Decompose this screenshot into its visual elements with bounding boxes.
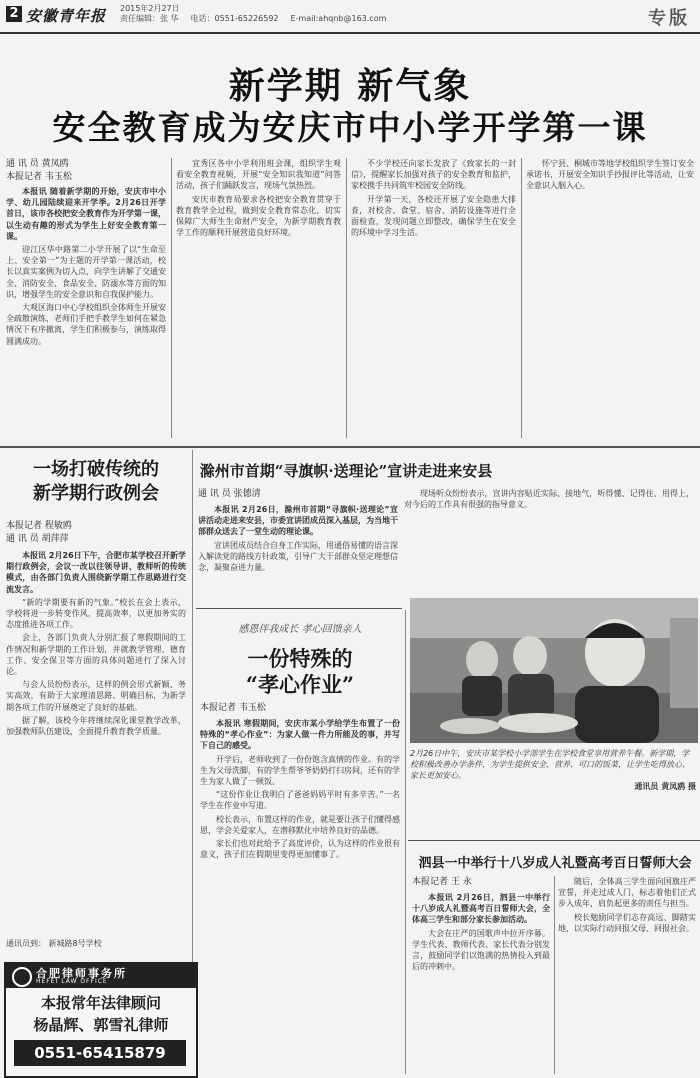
lead-paragraph: 宜秀区各中小学利用班会课，组织学生观看安全教育视频，开展“安全知识我知道”问答活动，孩子们踊跃发言，现场气氛热烈。 xyxy=(176,159,341,191)
ad-phone: 0551-65415879 xyxy=(14,1040,186,1066)
middle-paragraph: 本报讯 2月26日，滁州市首期“寻旗帜·送理论”宣讲活动走进来安县，市委宣讲团成员深入基层，为当地干部群众送去了一堂生动的理论课。 xyxy=(198,505,398,537)
masthead xyxy=(0,0,700,34)
lead-byline-staff: 本报记者 韦玉松 xyxy=(6,172,72,182)
bottom-story-title: 泗县一中举行十八岁成人礼暨高考百日誓师大会 xyxy=(418,856,692,871)
ad-firm-name-en: HEFEI LAW OFFICE xyxy=(36,978,108,985)
bottom-paragraph: 校长勉励同学们志存高远、脚踏实地，以实际行动回报父母、回报社会。 xyxy=(558,912,696,933)
middle-paragraph: 宣讲团成员结合自身工作实际，用通俗易懂的语言深入解读党的路线方针政策，引导广大干部群众坚定理想信念，凝聚奋进力量。 xyxy=(198,540,398,573)
lead-paragraph: 安庆市教育局要求各校把安全教育贯穿于教育教学全过程，做到安全教育常态化，切实保障广大师生生命财产安全，为新学期教育教学工作的顺利开展营造良好环境。 xyxy=(176,194,341,238)
section-divider xyxy=(408,840,700,841)
essay-body xyxy=(200,718,400,1074)
bottom-paragraph: 本报讯 2月26日，泗县一中举行十八岁成人礼暨高考百日誓师大会，全体高三学生和部分家长参加活动。 xyxy=(412,893,550,925)
side-paragraph: 与会人员纷纷表示，这样的例会形式新颖、务实高效，有助于大家理清思路、明确目标，为新学期各项工作的开展奠定了良好的基础。 xyxy=(6,680,186,712)
masthead-contact xyxy=(120,14,398,24)
essay-paragraph: 校长表示，布置这样的作业，就是要让孩子们懂得感恩，学会关爱家人，在潜移默化中培养良好的品德。 xyxy=(200,814,400,835)
essay-byline xyxy=(200,702,400,715)
column-divider xyxy=(521,158,522,438)
middle-paragraph: 现场听众纷纷表示，宣讲内容贴近实际、接地气，听得懂、记得住、用得上，对今后的工作具有很强的指导意义。 xyxy=(404,489,694,510)
lead-paragraph: 大观区海口中心学校组织全体师生开展安全疏散演练，老师们手把手教学生如何在紧急情况下有序撤离，学生们积极参与，演练取得圆满成功。 xyxy=(6,303,166,346)
side-title-line2: 新学期行政例会 xyxy=(33,483,159,504)
column-divider xyxy=(346,158,347,438)
ad-header xyxy=(6,964,196,988)
bottom-paragraph: 大会在庄严的国歌声中拉开序幕。学生代表、教师代表、家长代表分别发言，鼓励同学们以饱满的热情投入到最后的冲刺中。 xyxy=(412,928,550,972)
essay-title xyxy=(200,646,400,698)
editor-email: E-mail:ahqnb@163.com xyxy=(290,14,387,23)
law-firm-ad xyxy=(4,962,198,1078)
section-divider xyxy=(196,608,402,609)
lead-column-1 xyxy=(6,186,166,436)
section-tag: 专版 xyxy=(648,8,690,29)
photo-illustration xyxy=(410,598,698,743)
lead-headline-2: 安全教育成为安庆市中小学开学第一课 xyxy=(52,108,648,147)
side-title-line1: 一场打破传统的 xyxy=(33,459,159,480)
lead-column-3 xyxy=(351,158,516,438)
lead-paragraph: 本报讯 随着新学期的开始，安庆市中小学、幼儿园陆续迎来开学季。2月26日开学首日，该市各校把安全教育作为开学第一课，以生动有趣的形式为学生上好安全教育第一课。 xyxy=(6,187,166,241)
essay-paragraph: “这份作业让我明白了爸爸妈妈平时有多辛苦。”一名学生在作业中写道。 xyxy=(200,790,400,811)
middle-story-body-1 xyxy=(198,504,398,600)
side-paragraph: 会上，各部门负责人分别汇报了寒假期间的工作情况和新学期的工作计划，并就教学管理、德育工作、安全保卫等方面的具体问题进行了深入讨论。 xyxy=(6,633,186,677)
lead-paragraph: 不少学校还向家长发放了《致家长的一封信》，提醒家长加强对孩子的安全教育和监护，家校携手共同筑牢校园安全防线。 xyxy=(351,159,516,191)
side-paragraph: “新的学期要有新的气象。”校长在会上表示，学校将进一步转变作风，提高效率，以更加务实的态度推进各项工作。 xyxy=(6,597,186,630)
middle-story-title: 滁州市首期“寻旗帜·送理论”宣讲走进来安县 xyxy=(199,462,493,480)
lead-headline-1: 新学期 新气象 xyxy=(228,65,472,107)
photo-caption-text: 2月26日中午，安庆市某学校小学部学生在学校食堂享用营养午餐。新学期，学校积极改善办学条件，为学生提供安全、营养、可口的饭菜，让学生吃得放心、家长更加安心。 xyxy=(410,749,690,780)
lead-paragraph: 开学第一天，各校还开展了安全隐患大排查，对校舍、食堂、宿舍、消防设施等进行全面检查，发现问题立即整改，确保学生在安全的环境中学习生活。 xyxy=(351,194,516,238)
essay-paragraph: 家长们也对此给予了高度评价，认为这样的作业很有意义，孩子们在假期里变得更加懂事了。 xyxy=(200,839,400,860)
side-paragraph: 本报讯 2月26日下午，合肥市某学校召开新学期行政例会，会议一改以往领导讲、教师听的传统模式，由各部门负责人围绕新学期工作思路进行交流发言。 xyxy=(6,551,186,594)
bottom-story-body-2 xyxy=(558,876,696,1074)
column-divider xyxy=(554,876,555,1074)
students-lunch-photo xyxy=(410,598,698,743)
middle-byline-reporter: 通 讯 员 张德清 xyxy=(198,489,261,499)
ad-line-1: 本报常年法律顾问 xyxy=(40,994,161,1012)
column-divider xyxy=(405,610,406,1074)
side-byline-reporter: 通 讯 员 胡萍萍 xyxy=(6,534,69,544)
page-number: 2 xyxy=(6,6,22,22)
side-story-title xyxy=(6,458,186,506)
issue-date: 2015年2月27日 xyxy=(120,4,180,13)
essay-kicker: 感恩伴我成长 孝心回馈亲人 xyxy=(238,624,362,635)
paper-name: 安徽青年报 xyxy=(26,7,107,25)
bottom-byline-staff: 本报记者 王 永 xyxy=(412,877,472,887)
lead-byline-reporter: 通 讯 员 黄凤鸥 xyxy=(6,159,69,169)
lead-byline xyxy=(6,158,166,184)
lead-column-4 xyxy=(526,158,694,438)
law-firm-logo-icon xyxy=(12,967,32,987)
essay-paragraph: 本报讯 寒假期间，安庆市某小学给学生布置了一份特殊的“孝心作业”：为家人做一件力所能及的事，并写下自己的感受。 xyxy=(200,719,400,751)
essay-byline-staff: 本报记者 韦玉松 xyxy=(200,703,266,713)
essay-title-line2: “孝心作业” xyxy=(245,672,355,697)
ad-firm-name: 合肥律师事务所 xyxy=(36,967,127,980)
side-story-body xyxy=(6,550,186,932)
bottom-paragraph: 随后，全体高三学生面向国旗庄严宣誓，并走过成人门，标志着他们正式步入成年，肩负起更多的责任与担当。 xyxy=(558,877,696,909)
essay-paragraph: 开学后，老师收到了一份份饱含真情的作业。有的学生为父母洗脚，有的学生帮爷爷奶奶打扫房间，还有的学生为家人做了一顿饭。 xyxy=(200,754,400,787)
side-paragraph: 据了解，该校今年将继续深化课堂教学改革，加强教师队伍建设，全面提升教育教学质量。 xyxy=(6,715,186,737)
middle-byline xyxy=(198,488,398,501)
lead-column-2 xyxy=(176,158,341,438)
lead-paragraph: 怀宁县、桐城市等地学校组织学生签订安全承诺书，开展安全知识手抄报评比等活动，让安全意识入脑入心。 xyxy=(526,159,694,191)
editor-credit: 责任编辑：张 华 xyxy=(120,14,179,23)
ad-line-2: 杨晶辉、郭雪礼律师 xyxy=(33,1016,169,1034)
editor-phone: 电话：0551-65226592 xyxy=(190,14,279,23)
side-story-note: 通讯员到： 新城路8号学校 xyxy=(6,939,102,948)
bottom-story-body-1 xyxy=(412,892,550,1074)
photo-credit: 通讯员 黄凤鸥 摄 xyxy=(634,782,696,791)
essay-title-line1: 一份特殊的 xyxy=(247,646,353,671)
side-byline-staff: 本报记者 程敏鸥 xyxy=(6,521,72,531)
column-divider xyxy=(171,158,172,438)
lead-paragraph: 迎江区华中路第二小学开展了以“生命至上、安全第一”为主题的开学第一课活动，校长以真实案例为切入点，向学生讲解了交通安全、消防安全、食品安全、防溺水等方面的知识，增强学生的安全意识和自我保护能力。 xyxy=(6,245,166,299)
section-divider xyxy=(0,446,700,448)
photo-caption xyxy=(410,748,696,792)
side-byline xyxy=(6,520,186,546)
middle-story-body-2 xyxy=(404,488,694,588)
masthead-info xyxy=(120,4,398,24)
